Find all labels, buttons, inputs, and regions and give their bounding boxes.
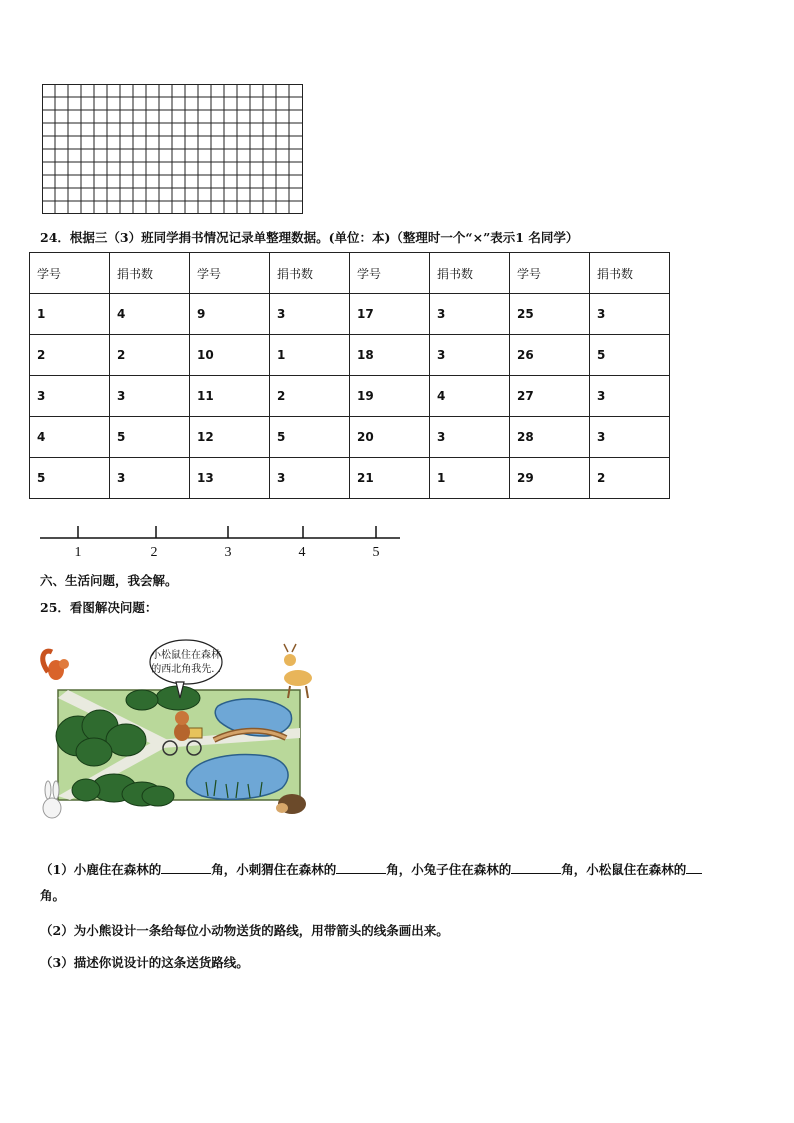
table-cell: 18 — [350, 335, 430, 376]
table-cell: 20 — [350, 417, 430, 458]
table-cell: 26 — [510, 335, 590, 376]
donation-record-table — [29, 252, 670, 499]
header-cell: 捐书数 — [590, 253, 670, 294]
table-cell: 3 — [430, 294, 510, 335]
axis-label-4: 4 — [298, 545, 306, 560]
header-cell: 捐书数 — [270, 253, 350, 294]
table-cell: 3 — [270, 294, 350, 335]
table-row — [30, 458, 670, 499]
axis-label-1: 1 — [74, 545, 82, 560]
table-cell: 1 — [430, 458, 510, 499]
table-cell: 21 — [350, 458, 430, 499]
table-cell: 25 — [510, 294, 590, 335]
table-cell: 3 — [590, 376, 670, 417]
table-header-row — [30, 253, 670, 294]
table-cell: 3 — [430, 417, 510, 458]
axis-label-2: 2 — [150, 545, 158, 560]
table-cell: 2 — [270, 376, 350, 417]
table-row — [30, 335, 670, 376]
table-cell: 9 — [190, 294, 270, 335]
table-cell: 28 — [510, 417, 590, 458]
table-cell: 5 — [110, 417, 190, 458]
table-cell: 5 — [30, 458, 110, 499]
header-cell: 学号 — [190, 253, 270, 294]
table-cell: 3 — [110, 376, 190, 417]
question-25-part-2: （2）为小熊设计一条给每位小动物送货的路线，用带箭头的线条画出来。 — [40, 923, 449, 938]
table-cell: 10 — [190, 335, 270, 376]
table-cell: 12 — [190, 417, 270, 458]
table-cell: 4 — [430, 376, 510, 417]
forest-map-illustration — [38, 628, 328, 828]
blank-drawing-grid — [42, 84, 304, 214]
table-cell: 2 — [590, 458, 670, 499]
table-cell: 2 — [110, 335, 190, 376]
axis-label-3: 3 — [224, 545, 232, 560]
table-cell: 4 — [110, 294, 190, 335]
tally-axis — [38, 524, 402, 562]
header-cell: 学号 — [350, 253, 430, 294]
question-25-part-3: （3）描述你说设计的这条送货路线。 — [40, 955, 249, 970]
answer-blank-squirrel[interactable] — [686, 861, 702, 874]
header-cell: 学号 — [510, 253, 590, 294]
table-cell: 13 — [190, 458, 270, 499]
table-cell: 27 — [510, 376, 590, 417]
answer-blank-deer[interactable] — [161, 861, 211, 874]
table-row — [30, 417, 670, 458]
table-cell: 3 — [590, 294, 670, 335]
header-cell: 捐书数 — [110, 253, 190, 294]
answer-blank-rabbit[interactable] — [511, 861, 561, 874]
question-24-text: 24．根据三（3）班同学捐书情况记录单整理数据。(单位：本)（整理时一个“×”表示1 名同学） — [40, 230, 579, 245]
question-25-title: 25．看图解决问题： — [40, 600, 158, 615]
table-cell: 2 — [30, 335, 110, 376]
table-cell: 29 — [510, 458, 590, 499]
header-cell: 学号 — [30, 253, 110, 294]
question-25-part-1 — [40, 860, 702, 878]
table-cell: 3 — [110, 458, 190, 499]
table-cell: 3 — [30, 376, 110, 417]
axis-label-5: 5 — [372, 545, 380, 560]
part1-text-c: 角，小兔子住在森林的 — [386, 862, 512, 877]
table-cell: 3 — [270, 458, 350, 499]
table-cell: 5 — [270, 417, 350, 458]
table-row — [30, 294, 670, 335]
table-cell: 3 — [430, 335, 510, 376]
header-cell: 捐书数 — [430, 253, 510, 294]
table-cell: 17 — [350, 294, 430, 335]
answer-blank-hedgehog[interactable] — [336, 861, 386, 874]
question-25-part-1-end: 角。 — [40, 888, 66, 903]
part1-text-a: （1）小鹿住在森林的 — [40, 862, 162, 877]
part1-text-b: 角，小刺猬住在森林的 — [211, 862, 337, 877]
squirrel-icon — [43, 651, 69, 680]
bubble-text-line2: 的西北角我先. . — [151, 664, 221, 675]
table-cell: 11 — [190, 376, 270, 417]
table-cell: 19 — [350, 376, 430, 417]
part1-text-d: 角，小松鼠住在森林的 — [561, 862, 687, 877]
table-cell: 4 — [30, 417, 110, 458]
table-cell: 3 — [590, 417, 670, 458]
bubble-text-line1: 小松鼠住在森林 — [151, 650, 221, 661]
table-row — [30, 376, 670, 417]
table-cell: 1 — [30, 294, 110, 335]
table-cell: 5 — [590, 335, 670, 376]
table-cell: 1 — [270, 335, 350, 376]
section-6-title: 六、生活问题，我会解。 — [40, 573, 178, 588]
